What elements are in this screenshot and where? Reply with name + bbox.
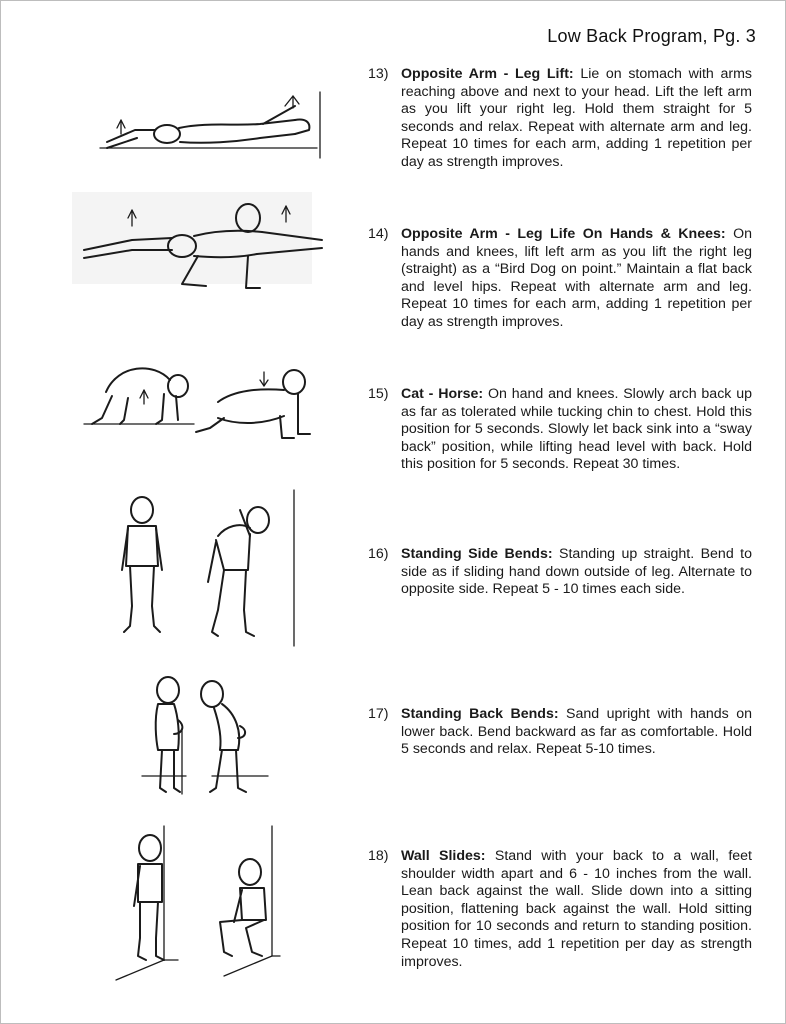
wall-slide-illustration — [112, 826, 282, 986]
exercise-title: Standing Back Bends: — [401, 706, 559, 722]
exercise-text: On hand and knees. Slowly arch back up as far as tolerated while tucking chin to chest. Hold this position for 5 seconds. Slowly let back sink into a “sway back” position, while lifting head level with back. Hold this position for 5 seconds. Repeat 30 times. — [401, 386, 752, 473]
exercise-17 — [368, 706, 752, 759]
exercise-number: 16) — [368, 546, 389, 562]
exercise-text: Lie on stomach with arms reaching above and next to your head. Lift the left arm as you lift your right leg. Hold them straight for 5 seconds and relax. Repeat with alternate arm and leg. Repeat 10 times for each arm, adding 1 repetition per day as strength improves. — [401, 66, 752, 170]
exercise-text: Sand upright with hands on lower back. Bend backward as far as comfortable. Hold 5 seconds and relax. Repeat 5-10 times. — [401, 706, 752, 758]
exercise-text: On hands and knees, lift left arm as you lift the right leg (straight) as a “Bird Dog on point.” Maintain a flat back and level hips. Repeat with alternate arm and leg. Repeat 10 times for each arm, adding 1 repetition per day as strength improves. — [401, 226, 752, 330]
exercise-title: Wall Slides: — [401, 848, 486, 864]
exercise-13 — [368, 66, 752, 172]
exercise-number: 18) — [368, 848, 389, 864]
exercise-16 — [368, 546, 752, 599]
side-bend-illustration — [100, 490, 300, 650]
exercise-number: 15) — [368, 386, 389, 402]
exercise-text: Stand with your back to a wall, feet shoulder width apart and 6 - 10 inches from the wall. Lean back against the wall. Slide down into a sitting position, flattening back against the wall. Hold sitting position for 10 seconds and return to standing position. Repeat 10 times, add 1 repetition per day as strength improves. — [401, 848, 752, 970]
exercise-14 — [368, 226, 752, 332]
exercise-title: Standing Side Bends: — [401, 546, 553, 562]
exercise-title: Cat - Horse: — [401, 386, 484, 402]
exercise-number: 13) — [368, 66, 389, 82]
page-header: Low Back Program, Pg. 3 — [547, 26, 756, 46]
exercise-number: 17) — [368, 706, 389, 722]
exercise-title: Opposite Arm - Leg Lift: — [401, 66, 574, 82]
exercise-18 — [368, 848, 752, 971]
cat-horse-illustration — [84, 358, 334, 448]
prone-arm-leg-lift-illustration — [95, 92, 325, 162]
exercise-text: Standing up straight. Bend to side as if sliding hand down outside of leg. Alternate to opposite side. Repeat 5 - 10 times each side. — [401, 546, 752, 598]
exercise-number: 14) — [368, 226, 389, 242]
bird-dog-illustration — [72, 192, 332, 302]
exercise-title: Opposite Arm - Leg Life On Hands & Knees: — [401, 226, 726, 242]
back-bend-illustration — [142, 670, 272, 800]
exercise-15 — [368, 386, 752, 474]
